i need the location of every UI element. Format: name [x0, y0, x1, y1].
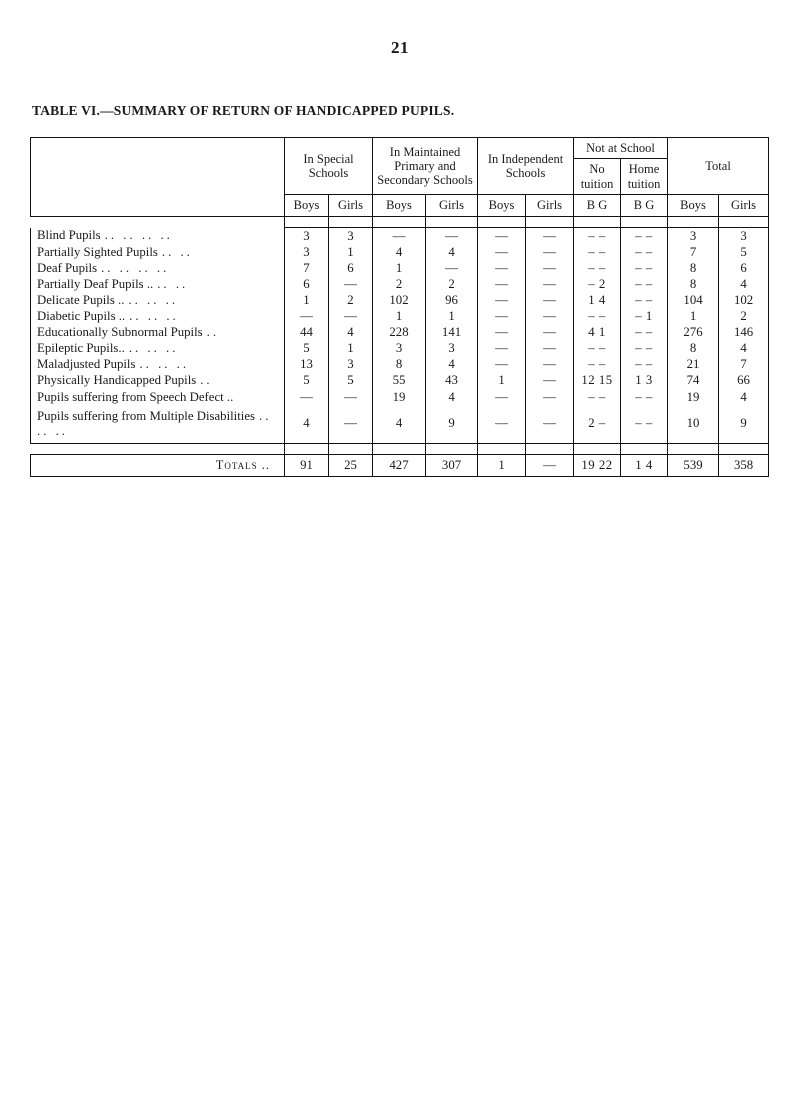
spacer-row	[31, 217, 769, 228]
cell-maintained-boys: 8	[373, 357, 426, 373]
cell-independent-girls: —	[526, 276, 574, 292]
cell-total-girls: 6	[719, 260, 769, 276]
cell-independent-boys: —	[478, 244, 526, 260]
row-label	[31, 309, 285, 325]
cell-independent-girls: —	[526, 309, 574, 325]
cell-maintained-girls: 1	[426, 309, 478, 325]
cell-home-tuition: 1 3	[621, 373, 668, 389]
cell-special-girls: —	[329, 389, 373, 405]
cell-special-girls: 4	[329, 325, 373, 341]
row-label-text: Partially Deaf Pupils ..	[37, 276, 154, 291]
cell-special-boys: 13	[285, 357, 329, 373]
row-label	[31, 357, 285, 373]
cell-maintained-boys: 1	[373, 309, 426, 325]
table-row	[31, 309, 769, 325]
handicapped-pupils-summary-table	[30, 137, 769, 477]
table-row	[31, 389, 769, 405]
cell-special-boys: 3	[285, 228, 329, 245]
cell-independent-girls: —	[526, 244, 574, 260]
cell-independent-boys: —	[478, 293, 526, 309]
cell-special-boys: 4	[285, 405, 329, 443]
cell-independent-girls: —	[526, 325, 574, 341]
totals-special-boys: 91	[285, 454, 329, 476]
cell-independent-boys: —	[478, 341, 526, 357]
cell-independent-girls: —	[526, 228, 574, 245]
row-label	[31, 260, 285, 276]
cell-special-boys: 44	[285, 325, 329, 341]
header-special-boys: Boys	[285, 195, 329, 217]
cell-maintained-girls: 4	[426, 244, 478, 260]
cell-independent-boys: 1	[478, 373, 526, 389]
cell-independent-boys: —	[478, 276, 526, 292]
header-total: Total	[668, 138, 769, 195]
cell-total-girls: 4	[719, 276, 769, 292]
table-body	[31, 217, 769, 444]
cell-maintained-girls: —	[426, 228, 478, 245]
row-label	[31, 373, 285, 389]
cell-total-girls: 4	[719, 341, 769, 357]
cell-maintained-boys: 3	[373, 341, 426, 357]
row-label-text: Partially Sighted Pupils	[37, 244, 158, 259]
row-label-dots: ..	[206, 325, 220, 340]
cell-independent-girls: —	[526, 405, 574, 443]
cell-maintained-girls: 2	[426, 276, 478, 292]
cell-independent-boys: —	[478, 357, 526, 373]
cell-independent-girls: —	[526, 341, 574, 357]
cell-no-tuition: – –	[574, 244, 621, 260]
cell-total-boys: 276	[668, 325, 719, 341]
header-total-girls: Girls	[719, 195, 769, 217]
cell-maintained-boys: 4	[373, 244, 426, 260]
header-in-independent-schools: In Independent Schools	[478, 138, 574, 195]
table-row	[31, 293, 769, 309]
cell-maintained-girls: 141	[426, 325, 478, 341]
cell-home-tuition: – –	[621, 405, 668, 443]
header-home-tuition-bg: B G	[621, 195, 668, 217]
row-label-dots: .. .. .. ..	[104, 228, 173, 243]
row-label-dots: .. ..	[161, 244, 193, 259]
cell-special-girls: 1	[329, 244, 373, 260]
header-not-at-school: Not at School	[574, 138, 668, 159]
row-label-text: Delicate Pupils ..	[37, 293, 125, 307]
cell-maintained-girls: —	[426, 260, 478, 276]
cell-maintained-girls: 9	[426, 405, 478, 443]
cell-home-tuition: – –	[621, 260, 668, 276]
row-label	[31, 293, 285, 309]
table-row	[31, 276, 769, 292]
cell-total-boys: 8	[668, 260, 719, 276]
cell-no-tuition: – –	[574, 341, 621, 357]
table-row	[31, 373, 769, 389]
cell-total-girls: 102	[719, 293, 769, 309]
cell-independent-boys: —	[478, 309, 526, 325]
cell-special-boys: 6	[285, 276, 329, 292]
cell-total-girls: 66	[719, 373, 769, 389]
cell-total-girls: 3	[719, 228, 769, 245]
cell-no-tuition: – 2	[574, 276, 621, 292]
cell-maintained-girls: 4	[426, 357, 478, 373]
cell-maintained-boys: 102	[373, 293, 426, 309]
cell-home-tuition: – –	[621, 341, 668, 357]
cell-independent-girls: —	[526, 357, 574, 373]
cell-maintained-boys: —	[373, 228, 426, 245]
header-independent-girls: Girls	[526, 195, 574, 217]
table-footer	[31, 443, 769, 476]
header-maintained-boys: Boys	[373, 195, 426, 217]
cell-home-tuition: – –	[621, 293, 668, 309]
cell-independent-boys: —	[478, 405, 526, 443]
row-label	[31, 244, 285, 260]
header-home-tuition: Home tuition	[621, 159, 668, 195]
cell-maintained-girls: 96	[426, 293, 478, 309]
cell-total-boys: 10	[668, 405, 719, 443]
cell-home-tuition: – –	[621, 228, 668, 245]
cell-total-boys: 8	[668, 341, 719, 357]
row-label-text: Pupils suffering from Multiple Disabilities	[37, 409, 256, 424]
totals-home-tuition: 1 4	[621, 454, 668, 476]
row-label-text: Epileptic Pupils..	[37, 341, 125, 356]
cell-home-tuition: – –	[621, 276, 668, 292]
cell-special-girls: 2	[329, 293, 373, 309]
cell-no-tuition: 1 4	[574, 293, 621, 309]
row-label-dots: .. .. ..	[37, 409, 272, 438]
row-label-dots: .. .. ..	[128, 293, 179, 307]
row-label-text: Pupils suffering from Speech Defect ..	[37, 389, 234, 404]
row-label	[31, 228, 285, 245]
table-row	[31, 244, 769, 260]
row-label-dots: .. ..	[157, 276, 189, 291]
row-label-dots	[233, 390, 237, 404]
table-row	[31, 405, 769, 443]
cell-independent-boys: —	[478, 260, 526, 276]
cell-special-girls: 6	[329, 260, 373, 276]
row-label-text: Educationally Subnormal Pupils	[37, 325, 203, 340]
cell-maintained-boys: 1	[373, 260, 426, 276]
cell-independent-girls: —	[526, 293, 574, 309]
cell-total-boys: 21	[668, 357, 719, 373]
cell-special-girls: 3	[329, 228, 373, 245]
totals-total-boys: 539	[668, 454, 719, 476]
cell-no-tuition: – –	[574, 228, 621, 245]
cell-independent-girls: —	[526, 260, 574, 276]
totals-total-girls: 358	[719, 454, 769, 476]
cell-special-boys: —	[285, 309, 329, 325]
header-in-maintained-schools: In Maintained Primary and Secondary Schools	[373, 138, 478, 195]
cell-total-boys: 104	[668, 293, 719, 309]
cell-special-girls: 3	[329, 357, 373, 373]
cell-no-tuition: 2 –	[574, 405, 621, 443]
row-label-dots: .. .. ..	[139, 357, 190, 372]
cell-home-tuition: – –	[621, 357, 668, 373]
cell-special-boys: 7	[285, 260, 329, 276]
header-total-boys: Boys	[668, 195, 719, 217]
cell-independent-boys: —	[478, 389, 526, 405]
cell-special-girls: 5	[329, 373, 373, 389]
totals-independent-boys: 1	[478, 454, 526, 476]
cell-independent-girls: —	[526, 373, 574, 389]
cell-special-girls: —	[329, 405, 373, 443]
cell-no-tuition: 12 15	[574, 373, 621, 389]
cell-maintained-girls: 43	[426, 373, 478, 389]
row-label	[31, 341, 285, 357]
header-special-girls: Girls	[329, 195, 373, 217]
header-no-tuition-bg: B G	[574, 195, 621, 217]
row-label-dots: .. .. .. ..	[101, 260, 170, 275]
row-label-text: Maladjusted Pupils	[37, 357, 136, 372]
table-header-group-row	[31, 138, 769, 159]
cell-maintained-boys: 228	[373, 325, 426, 341]
cell-total-girls: 7	[719, 357, 769, 373]
cell-special-boys: —	[285, 389, 329, 405]
cell-no-tuition: – –	[574, 309, 621, 325]
table-container	[30, 137, 768, 477]
cell-special-boys: 5	[285, 373, 329, 389]
row-label-dots: ..	[200, 373, 213, 388]
totals-no-tuition: 19 22	[574, 454, 621, 476]
totals-maintained-boys: 427	[373, 454, 426, 476]
cell-special-girls: —	[329, 276, 373, 292]
cell-home-tuition: – –	[621, 325, 668, 341]
cell-total-girls: 5	[719, 244, 769, 260]
table-row	[31, 228, 769, 245]
cell-special-girls: —	[329, 309, 373, 325]
cell-no-tuition: – –	[574, 389, 621, 405]
totals-maintained-girls: 307	[426, 454, 478, 476]
table-row	[31, 357, 769, 373]
cell-maintained-boys: 19	[373, 389, 426, 405]
row-label-text: Deaf Pupils	[37, 260, 98, 275]
row-label-text: Blind Pupils	[37, 228, 101, 243]
header-no-tuition: No tuition	[574, 159, 621, 195]
cell-special-girls: 1	[329, 341, 373, 357]
cell-total-girls: 2	[719, 309, 769, 325]
cell-total-girls: 9	[719, 405, 769, 443]
table-row	[31, 260, 769, 276]
cell-home-tuition: – 1	[621, 309, 668, 325]
header-independent-boys: Boys	[478, 195, 526, 217]
totals-independent-girls: —	[526, 454, 574, 476]
row-label-text: Diabetic Pupils ..	[37, 309, 126, 324]
row-label-dots: .. .. ..	[129, 309, 179, 324]
cell-independent-girls: —	[526, 389, 574, 405]
cell-independent-boys: —	[478, 228, 526, 245]
table-row	[31, 341, 769, 357]
cell-special-boys: 3	[285, 244, 329, 260]
cell-total-girls: 146	[719, 325, 769, 341]
cell-total-girls: 4	[719, 389, 769, 405]
row-label-dots: .. .. ..	[128, 341, 179, 356]
table-row	[31, 325, 769, 341]
cell-special-boys: 1	[285, 293, 329, 309]
row-label	[31, 389, 285, 405]
spacer-row-bottom	[31, 443, 769, 454]
cell-maintained-girls: 3	[426, 341, 478, 357]
page-number: 21	[391, 38, 409, 57]
cell-maintained-boys: 2	[373, 276, 426, 292]
row-label	[31, 325, 285, 341]
cell-total-boys: 8	[668, 276, 719, 292]
cell-no-tuition: – –	[574, 357, 621, 373]
cell-no-tuition: – –	[574, 260, 621, 276]
cell-maintained-boys: 55	[373, 373, 426, 389]
totals-label: Totals ..	[31, 454, 285, 476]
cell-special-boys: 5	[285, 341, 329, 357]
cell-total-boys: 1	[668, 309, 719, 325]
totals-row	[31, 454, 769, 476]
cell-total-boys: 3	[668, 228, 719, 245]
header-maintained-girls: Girls	[426, 195, 478, 217]
table-caption: TABLE VI.—SUMMARY OF RETURN OF HANDICAPPED PUPILS.	[32, 103, 455, 118]
row-label-text: Physically Handicapped Pupils	[37, 373, 197, 388]
row-label	[31, 405, 285, 443]
cell-independent-boys: —	[478, 325, 526, 341]
cell-maintained-girls: 4	[426, 389, 478, 405]
header-in-special-schools: In Special Schools	[285, 138, 373, 195]
cell-total-boys: 7	[668, 244, 719, 260]
cell-total-boys: 74	[668, 373, 719, 389]
row-label	[31, 276, 285, 292]
cell-no-tuition: 4 1	[574, 325, 621, 341]
cell-total-boys: 19	[668, 389, 719, 405]
cell-maintained-boys: 4	[373, 405, 426, 443]
totals-special-girls: 25	[329, 454, 373, 476]
cell-home-tuition: – –	[621, 389, 668, 405]
header-corner-cell	[31, 138, 285, 217]
cell-home-tuition: – –	[621, 244, 668, 260]
